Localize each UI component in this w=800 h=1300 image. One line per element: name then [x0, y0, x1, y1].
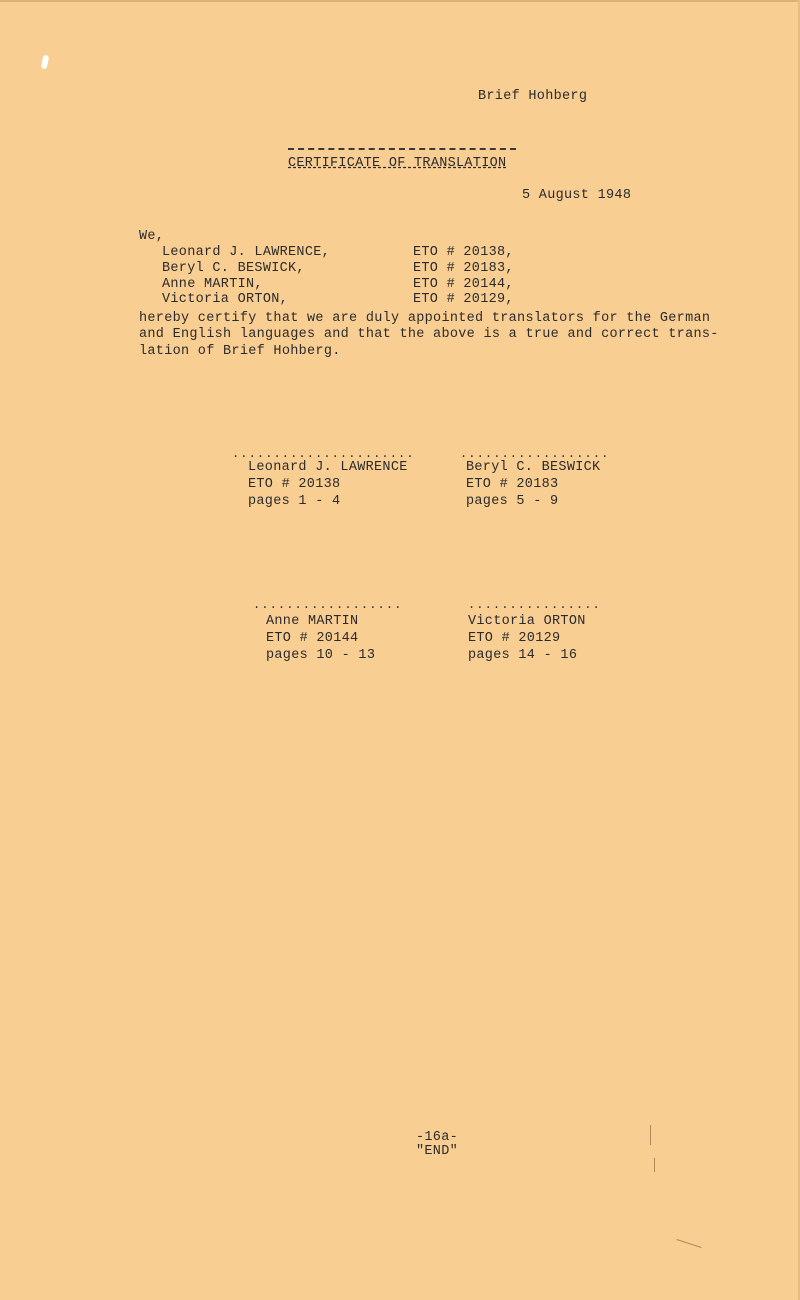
- translator-name: Leonard J. LAWRENCE,: [162, 245, 331, 260]
- signature-eto: ETO # 20129: [468, 631, 561, 646]
- certificate-title: CERTIFICATE OF TRANSLATION: [288, 156, 507, 171]
- certificate-date: 5 August 1948: [522, 188, 632, 203]
- signature-block: [468, 613, 586, 664]
- page-top-edge: [0, 0, 800, 2]
- translator-eto: ETO # 20129,: [413, 292, 514, 307]
- salutation: We,: [139, 229, 165, 244]
- paper-blot: [41, 55, 50, 70]
- title-overline: [288, 148, 516, 150]
- page-footer: [416, 1131, 458, 1159]
- signature-eto: ETO # 20183: [466, 477, 559, 492]
- footer-end-mark: "END": [416, 1144, 459, 1159]
- signature-line: ................: [468, 598, 601, 612]
- translator-name: Beryl C. BESWICK,: [162, 261, 305, 276]
- certification-paragraph-line: and English languages and that the above is a true and correct trans-: [139, 327, 719, 342]
- certification-paragraph-line: hereby certify that we are duly appointed translators for the German: [139, 311, 711, 326]
- signature-line: ......................: [232, 447, 415, 461]
- translator-eto: ETO # 20144,: [413, 277, 514, 292]
- signature-pages: pages 5 - 9: [466, 494, 559, 509]
- paper-mark: [654, 1158, 655, 1172]
- signature-name: Beryl C. BESWICK: [466, 460, 601, 475]
- paper-mark: [676, 1239, 701, 1248]
- signature-name: Leonard J. LAWRENCE: [248, 460, 408, 475]
- signature-pages: pages 10 - 13: [266, 648, 376, 663]
- translator-name: Victoria ORTON,: [162, 292, 289, 307]
- signature-eto: ETO # 20144: [266, 631, 359, 646]
- translator-eto: ETO # 20138,: [413, 245, 514, 260]
- signature-name: Anne MARTIN: [266, 614, 359, 629]
- signature-pages: pages 14 - 16: [468, 648, 578, 663]
- signature-name: Victoria ORTON: [468, 614, 586, 629]
- signature-block: [248, 459, 408, 510]
- paper-mark: [650, 1125, 651, 1145]
- footer-page-number: -16a-: [416, 1130, 459, 1145]
- signature-block: [466, 459, 600, 510]
- certification-paragraph-line: lation of Brief Hohberg.: [139, 344, 341, 359]
- signature-eto: ETO # 20138: [248, 477, 341, 492]
- signature-line: ..................: [460, 447, 610, 461]
- header-document-name: Brief Hohberg: [478, 89, 588, 104]
- signature-block: [266, 613, 375, 664]
- translator-eto: ETO # 20183,: [413, 261, 514, 276]
- translator-name: Anne MARTIN,: [162, 277, 263, 292]
- signature-line: ..................: [253, 598, 403, 612]
- signature-pages: pages 1 - 4: [248, 494, 341, 509]
